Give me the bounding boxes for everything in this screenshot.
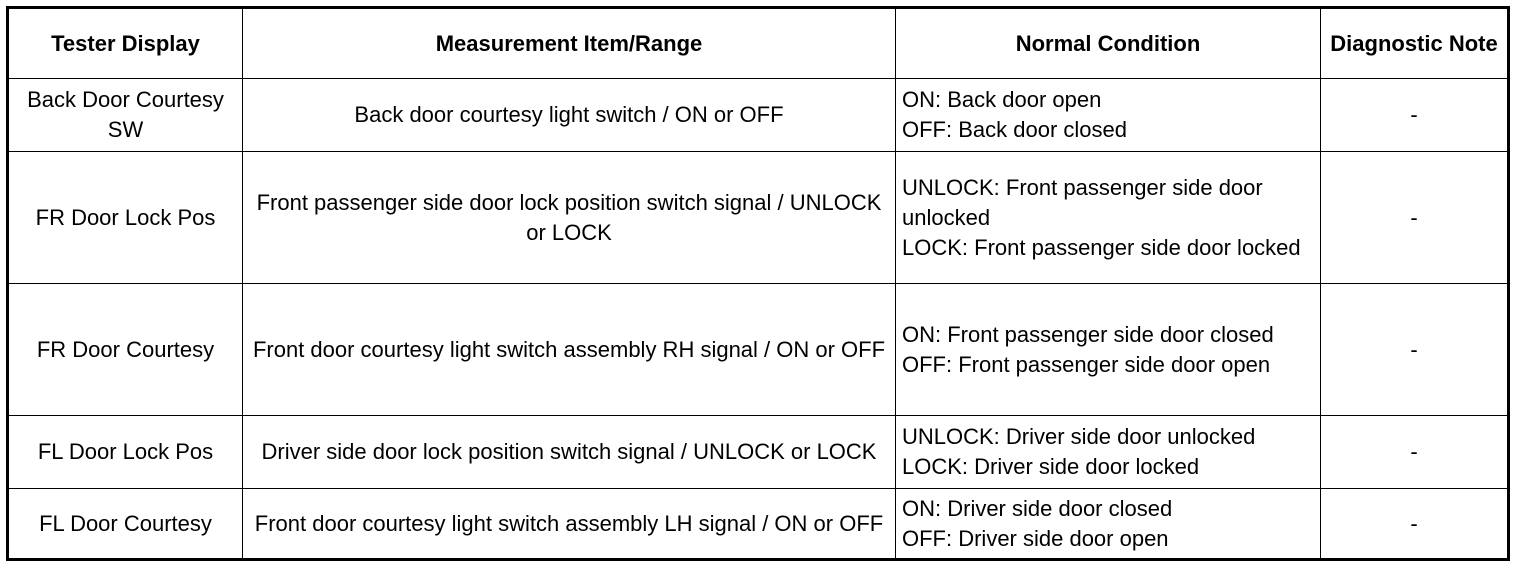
table-row	[8, 79, 1509, 152]
cell-tester-display: FR Door Courtesy	[8, 284, 243, 416]
cell-measurement-item: Back door courtesy light switch / ON or OFF	[243, 79, 896, 152]
cell-diagnostic-note: -	[1321, 152, 1509, 284]
normal-condition-line: LOCK: Front passenger side door locked	[902, 234, 1301, 260]
cell-normal-condition	[896, 489, 1321, 560]
normal-condition-line: OFF: Driver side door open	[902, 525, 1169, 551]
header-normal-condition: Normal Condition	[896, 8, 1321, 79]
cell-diagnostic-note: -	[1321, 284, 1509, 416]
normal-condition-line: OFF: Front passenger side door open	[902, 351, 1271, 377]
cell-tester-display: Back Door Courtesy SW	[8, 79, 243, 152]
document-page	[6, 6, 1510, 561]
normal-condition-line: UNLOCK: Front passenger side door unlocked	[902, 174, 1263, 230]
table-row	[8, 284, 1509, 416]
cell-normal-condition	[896, 284, 1321, 416]
cell-tester-display: FL Door Courtesy	[8, 489, 243, 560]
normal-condition-line: LOCK: Driver side door locked	[902, 454, 1200, 479]
header-diagnostic-note: Diagnostic Note	[1321, 8, 1509, 79]
normal-condition-line: OFF: Back door closed	[902, 117, 1127, 142]
cell-diagnostic-note: -	[1321, 416, 1509, 489]
cell-normal-condition	[896, 79, 1321, 152]
header-measurement-item: Measurement Item/Range	[243, 8, 896, 79]
table-row	[8, 152, 1509, 284]
cell-diagnostic-note: -	[1321, 79, 1509, 152]
cell-measurement-item: Driver side door lock position switch signal / UNLOCK or LOCK	[243, 416, 896, 489]
normal-condition-line: ON: Back door open	[902, 87, 1102, 112]
cell-diagnostic-note: -	[1321, 489, 1509, 560]
cell-measurement-item: Front passenger side door lock position switch signal / UNLOCK or LOCK	[243, 152, 896, 284]
cell-measurement-item: Front door courtesy light switch assembly LH signal / ON or OFF	[243, 489, 896, 560]
normal-condition-line: ON: Driver side door closed	[902, 495, 1173, 521]
cell-normal-condition	[896, 416, 1321, 489]
table-header-row	[8, 8, 1509, 79]
table-row	[8, 416, 1509, 489]
normal-condition-line: ON: Front passenger side door closed	[902, 321, 1274, 347]
diagnostic-data-table	[6, 6, 1510, 561]
header-tester-display: Tester Display	[8, 8, 243, 79]
normal-condition-line: UNLOCK: Driver side door unlocked	[902, 424, 1256, 449]
cell-measurement-item: Front door courtesy light switch assembly RH signal / ON or OFF	[243, 284, 896, 416]
cell-tester-display: FR Door Lock Pos	[8, 152, 243, 284]
cell-tester-display: FL Door Lock Pos	[8, 416, 243, 489]
table-row	[8, 489, 1509, 560]
cell-normal-condition	[896, 152, 1321, 284]
